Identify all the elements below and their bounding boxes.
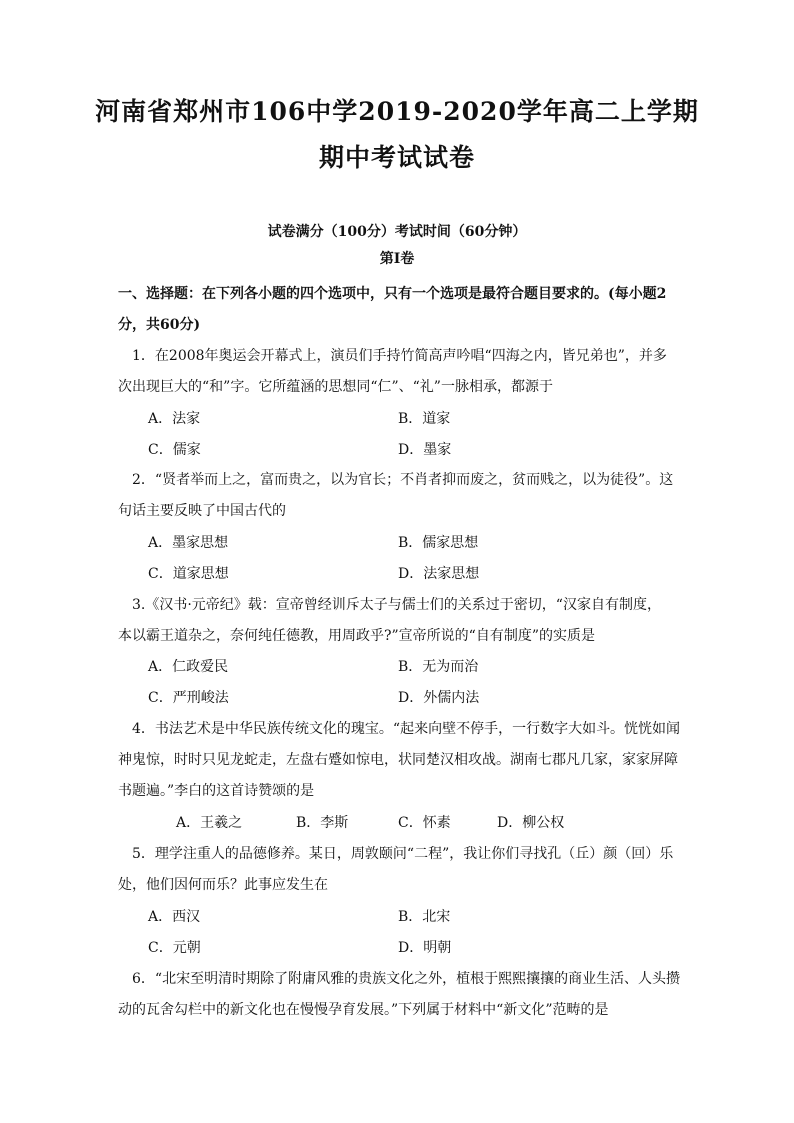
exam-title-line2: 期中考试试卷 bbox=[318, 143, 475, 172]
exam-info: 试卷满分（100分）考试时间（60分钟） bbox=[267, 224, 527, 240]
question-3-option-d: D．外儒内法 bbox=[398, 690, 480, 706]
question-1-line2: 次出现巨大的“和”字。它所蕴涵的思想同“仁”、“礼”一脉相承，都源于 bbox=[118, 379, 553, 395]
question-4-option-d: D．柳公权 bbox=[497, 815, 565, 831]
question-4-line1: 4．书法艺术是中华民族传统文化的瑰宝。“起来向壁不停手，一行数字大如斗。恍恍如闻 bbox=[132, 721, 681, 737]
question-1-option-b: B．道家 bbox=[398, 411, 451, 427]
question-1-option-a: A．法家 bbox=[148, 411, 201, 427]
section-heading-line1: 一、选择题：在下列各小题的四个选项中，只有一个选项是最符合题目要求的。(每小题2 bbox=[118, 286, 667, 302]
question-1-line1: 1．在2008年奥运会开幕式上，演员们手持竹简高声吟唱“四海之内，皆兄弟也”，并多 bbox=[132, 348, 667, 364]
question-1-option-c: C．儒家 bbox=[148, 442, 201, 458]
question-3-option-a: A．仁政爱民 bbox=[148, 659, 229, 675]
question-5-option-a: A．西汉 bbox=[148, 909, 201, 925]
question-3-option-b: B．无为而治 bbox=[398, 659, 479, 675]
question-3-line1: 3.《汉书·元帝纪》载：宣帝曾经训斥太子与儒士们的关系过于密切，“汉家自有制度， bbox=[132, 597, 661, 613]
exam-title-line1: 河南省郑州市106中学2019-2020学年高二上学期 bbox=[95, 97, 699, 126]
question-2-option-a: A．墨家思想 bbox=[148, 535, 229, 551]
question-2-option-d: D．法家思想 bbox=[398, 566, 480, 582]
section-heading-line2: 分，共60分) bbox=[118, 317, 201, 333]
question-1-option-d: D．墨家 bbox=[398, 442, 452, 458]
question-4-option-c: C．怀素 bbox=[398, 815, 451, 831]
question-2-option-c: C．道家思想 bbox=[148, 566, 229, 582]
question-5-line2: 处，他们因何而乐？此事应发生在 bbox=[118, 877, 328, 893]
question-6-line1: 6．“北宋至明清时期除了附庸风雅的贵族文化之外，植根于熙熙攘攘的商业生活、人头攒 bbox=[132, 971, 681, 987]
question-5-option-d: D．明朝 bbox=[398, 940, 452, 956]
question-4-option-b: B．李斯 bbox=[296, 815, 349, 831]
question-2-option-b: B．儒家思想 bbox=[398, 535, 479, 551]
question-4-line3: 书题遍。”李白的这首诗赞颂的是 bbox=[118, 783, 315, 799]
question-5-option-c: C．元朝 bbox=[148, 940, 201, 956]
question-2-line1: 2．“贤者举而上之，富而贵之，以为官长；不肖者抑而废之，贫而贱之，以为徒役”。这 bbox=[132, 472, 674, 488]
question-5-line1: 5．理学注重人的品德修养。某日，周敦颐问“二程”，我让你们寻找孔（丘）颜（回）乐 bbox=[132, 846, 674, 862]
question-3-line2: 本以霸王道杂之，奈何纯任德教，用周政乎?”宣帝所说的“自有制度”的实质是 bbox=[118, 628, 595, 644]
question-5-option-b: B．北宋 bbox=[398, 909, 451, 925]
question-4-line2: 神鬼惊，时时只见龙蛇走，左盘右蹙如惊电，状同楚汉相攻战。湖南七郡凡几家，家家屏障 bbox=[118, 752, 678, 768]
question-4-option-a: A．王羲之 bbox=[176, 815, 243, 831]
question-2-line2: 句话主要反映了中国古代的 bbox=[118, 503, 286, 519]
question-3-option-c: C．严刑峻法 bbox=[148, 690, 229, 706]
question-6-line2: 动的瓦舍勾栏中的新文化也在慢慢孕育发展。”下列属于材料中“新文化”范畴的是 bbox=[118, 1002, 609, 1018]
volume-label: 第Ⅰ卷 bbox=[379, 251, 415, 267]
